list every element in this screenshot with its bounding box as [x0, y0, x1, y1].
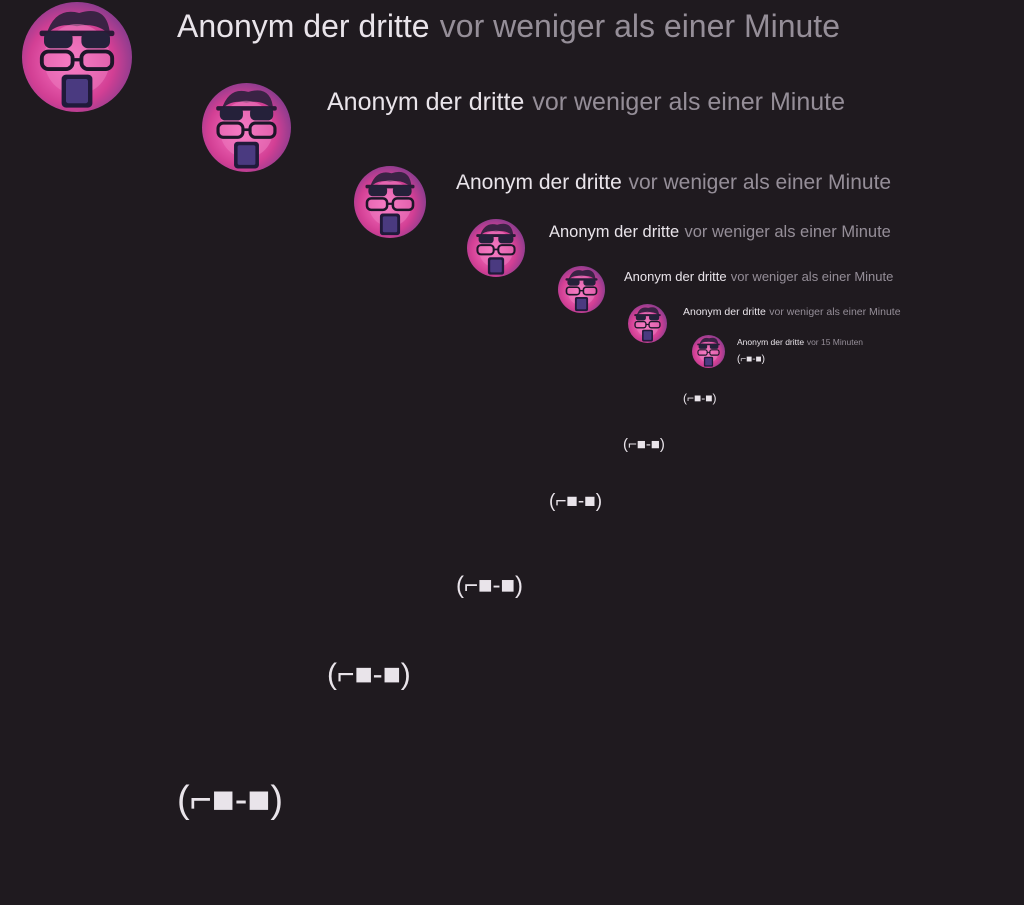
comment-header	[737, 338, 863, 347]
comment-body: (⌐■-■)	[177, 779, 284, 821]
timestamp: vor weniger als einer Minute	[628, 171, 892, 194]
comment-body: (⌐■-■)	[737, 354, 765, 365]
avatar-icon[interactable]	[692, 335, 725, 368]
comment-header	[549, 224, 891, 241]
comment-body: (⌐■-■)	[549, 491, 603, 512]
author-name[interactable]: Anonym der dritte	[177, 8, 430, 44]
comment-header	[327, 90, 845, 115]
timestamp: vor weniger als einer Minute	[684, 223, 891, 241]
author-name[interactable]: Anonym der dritte	[549, 223, 680, 241]
avatar-icon[interactable]	[202, 83, 291, 172]
comment-body: (⌐■-■)	[683, 391, 717, 405]
avatar-icon[interactable]	[628, 304, 667, 343]
comment-body: (⌐■-■)	[623, 436, 665, 453]
timestamp: vor weniger als einer Minute	[439, 8, 840, 44]
comment-header	[177, 10, 840, 42]
comment-body: (⌐■-■)	[327, 658, 411, 691]
timestamp: vor 15 Minuten	[806, 337, 864, 347]
comment-header	[624, 270, 893, 283]
comment-body: (⌐■-■)	[456, 572, 523, 599]
author-name[interactable]: Anonym der dritte	[456, 171, 622, 194]
avatar-icon[interactable]	[22, 2, 132, 112]
timestamp: vor weniger als einer Minute	[769, 306, 901, 318]
author-name[interactable]: Anonym der dritte	[737, 337, 805, 347]
timestamp: vor weniger als einer Minute	[532, 88, 845, 116]
author-name[interactable]: Anonym der dritte	[624, 269, 727, 284]
author-name[interactable]: Anonym der dritte	[327, 88, 525, 116]
comment-header	[456, 172, 891, 193]
avatar-icon[interactable]	[467, 219, 525, 277]
avatar-icon[interactable]	[558, 266, 605, 313]
timestamp: vor weniger als einer Minute	[730, 269, 894, 284]
comment-header	[683, 307, 901, 318]
avatar-icon[interactable]	[354, 166, 426, 238]
author-name[interactable]: Anonym der dritte	[683, 306, 766, 318]
